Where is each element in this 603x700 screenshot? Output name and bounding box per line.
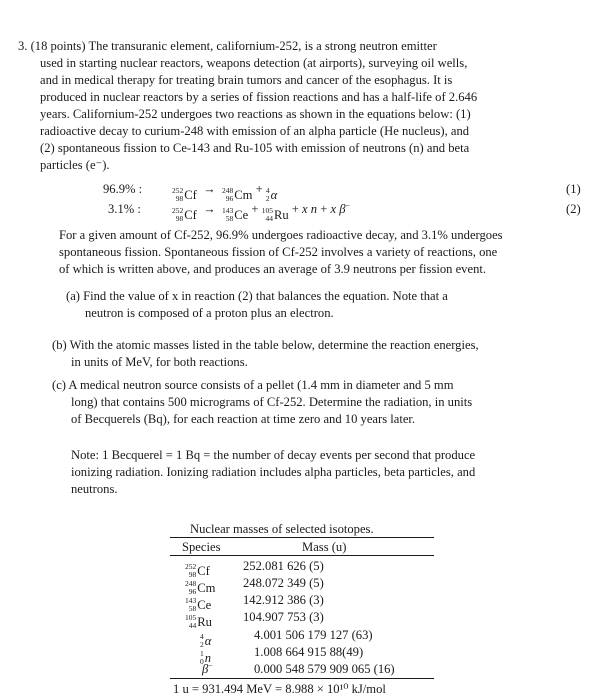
equation-2: 252 98 Cf → 143 58 Ce + 105 44 Ru + x n + x β− — [172, 200, 351, 223]
part-b-line-0: (b) With the atomic masses listed in the table below, determine the reaction energies, — [52, 338, 479, 352]
para2-line-1: spontaneous fission. Spontaneous fission of Cf-252 involves a variety of reactions, one — [59, 245, 498, 259]
equation-1-label: (1) — [566, 182, 581, 196]
table-caption: Nuclear masses of selected isotopes. — [190, 522, 374, 536]
intro-line-1: used in starting nuclear reactors, weapons detection (at airports), surveying oil wells, — [40, 56, 468, 70]
part-c-line-0: (c) A medical neutron source consists of a pellet (1.4 mm in diameter and 5 mm — [52, 378, 454, 392]
part-c-line-1: long) that contains 500 micrograms of Cf-252. Determine the radiation, in units — [71, 395, 473, 409]
equation-1-percent: 96.9% : — [103, 182, 143, 196]
part-a-line-0: (a) Find the value of x in reaction (2) that balances the equation. Note that a — [66, 289, 448, 303]
mass-cm248: 248.072 349 (5) — [243, 576, 324, 590]
note-line-2: neutrons. — [71, 482, 118, 496]
note-line-1: ionizing radiation. Ionizing radiation includes alpha particles, beta particles, and — [71, 465, 476, 479]
intro-line-4: years. Californium-252 undergoes two reactions as shown in the equations below: (1) — [40, 107, 471, 121]
species-ce143: 143 58 Ce — [185, 596, 212, 613]
part-a-line-1: neutron is composed of a proton plus an electron. — [85, 306, 334, 320]
intro-line-2: and in medical therapy for treating brain tumors and cancer of the esophagus. It is — [40, 73, 453, 87]
intro-line-0: The transuranic element, californium-252, is a strong neutron emitter — [88, 39, 437, 53]
para2-line-0: For a given amount of Cf-252, 96.9% undergoes radioactive decay, and 3.1% undergoes — [59, 228, 503, 242]
intro-line-6: (2) spontaneous fission to Ce-143 and Ru-105 with emission of neutrons (n) and beta — [40, 141, 470, 155]
equation-2-percent: 3.1% : — [108, 202, 141, 216]
problem-header — [18, 38, 437, 54]
table-bottom-rule — [170, 678, 434, 679]
note-line-0: Note: 1 Becquerel = 1 Bq = the number of decay events per second that produce — [71, 448, 476, 462]
part-c-line-2: of Becquerels (Bq), for each reaction at time zero and 10 years later. — [71, 412, 416, 426]
species-cf252: 252 98 Cf — [185, 562, 210, 579]
part-b-line-1: in units of MeV, for both reactions. — [71, 355, 248, 369]
species-beta: β− — [202, 660, 213, 676]
table-header-rule — [170, 555, 434, 556]
mass-alpha: 4.001 506 179 127 (63) — [254, 628, 373, 642]
intro-line-5: radioactive decay to curium-248 with emission of an alpha particle (He nucleus), and — [40, 124, 470, 138]
table-header-species: Species — [182, 540, 221, 554]
problem-points: (18 points) — [30, 39, 86, 53]
arrow-icon: → — [203, 182, 216, 196]
species-alpha: 4 2 α — [200, 632, 212, 649]
species-ru105: 105 44 Ru — [185, 613, 212, 630]
table-top-rule — [170, 537, 434, 538]
mass-ce143: 142.912 386 (3) — [243, 593, 324, 607]
problem-number: 3. — [18, 39, 28, 53]
species-cm248: 248 96 Cm — [185, 579, 216, 596]
species-neutron: 1 0 n — [200, 649, 212, 666]
para2-line-2: of which is written above, and produces an average of 3.9 neutrons per fission event. — [59, 262, 487, 276]
intro-line-7: particles (e⁻). — [40, 158, 110, 172]
mass-beta: 0.000 548 579 909 065 (16) — [254, 662, 395, 676]
mass-ru105: 104.907 753 (3) — [243, 610, 324, 624]
intro-line-3: produced in nuclear reactors by a series of fission reactions and has a half-life of 2.646 — [40, 90, 478, 104]
mass-cf252: 252.081 626 (5) — [243, 559, 324, 573]
arrow-icon: → — [203, 202, 216, 216]
equation-2-label: (2) — [566, 202, 581, 216]
mass-neutron: 1.008 664 915 88(49) — [254, 645, 364, 659]
table-footer: 1 u = 931.494 MeV = 8.988 × 10¹⁰ kJ/mol — [173, 682, 386, 696]
equation-1: 252 98 Cf → 248 96 Cm + 4 2 α — [172, 182, 278, 203]
table-header-mass: Mass (u) — [302, 540, 347, 554]
